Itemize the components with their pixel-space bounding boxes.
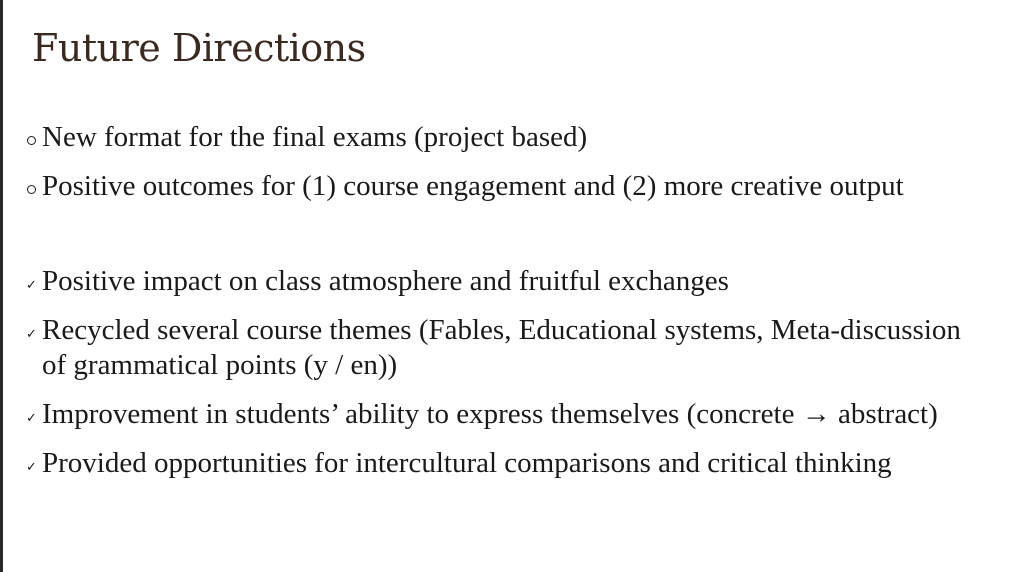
check-bullet-icon: ✓ [26, 327, 37, 342]
list-item [26, 313, 992, 383]
list-item-text: Positive impact on class atmosphere and fruitful exchanges [42, 265, 729, 297]
list-item-text: Provided opportunities for intercultural comparisons and critical thinking [42, 447, 892, 479]
list-item-text: Improvement in students’ ability to express themselves (concrete → abstract) [42, 398, 938, 430]
list-item [26, 120, 992, 155]
list-item-text: New format for the final exams (project based) [42, 121, 588, 153]
check-bullet-icon: ✓ [26, 411, 37, 426]
list-item [26, 397, 992, 432]
slide-left-border [0, 0, 3, 572]
circle-bullet-icon [26, 169, 42, 204]
list-item-text: Recycled several course themes (Fables, Educational systems, Meta-discussion of grammatical points (y / en)) [42, 314, 961, 381]
check-bullet-icon: ✓ [26, 460, 37, 475]
list-item [26, 446, 992, 481]
outcome-points-list [26, 264, 992, 495]
list-item [26, 264, 992, 299]
circle-bullet-icon [26, 120, 42, 155]
slide-title: Future Directions [32, 26, 366, 70]
list-item [26, 169, 992, 204]
list-item-text: Positive outcomes for (1) course engagement and (2) more creative output [42, 170, 904, 202]
primary-points-list [26, 120, 992, 218]
check-bullet-icon: ✓ [26, 278, 37, 293]
